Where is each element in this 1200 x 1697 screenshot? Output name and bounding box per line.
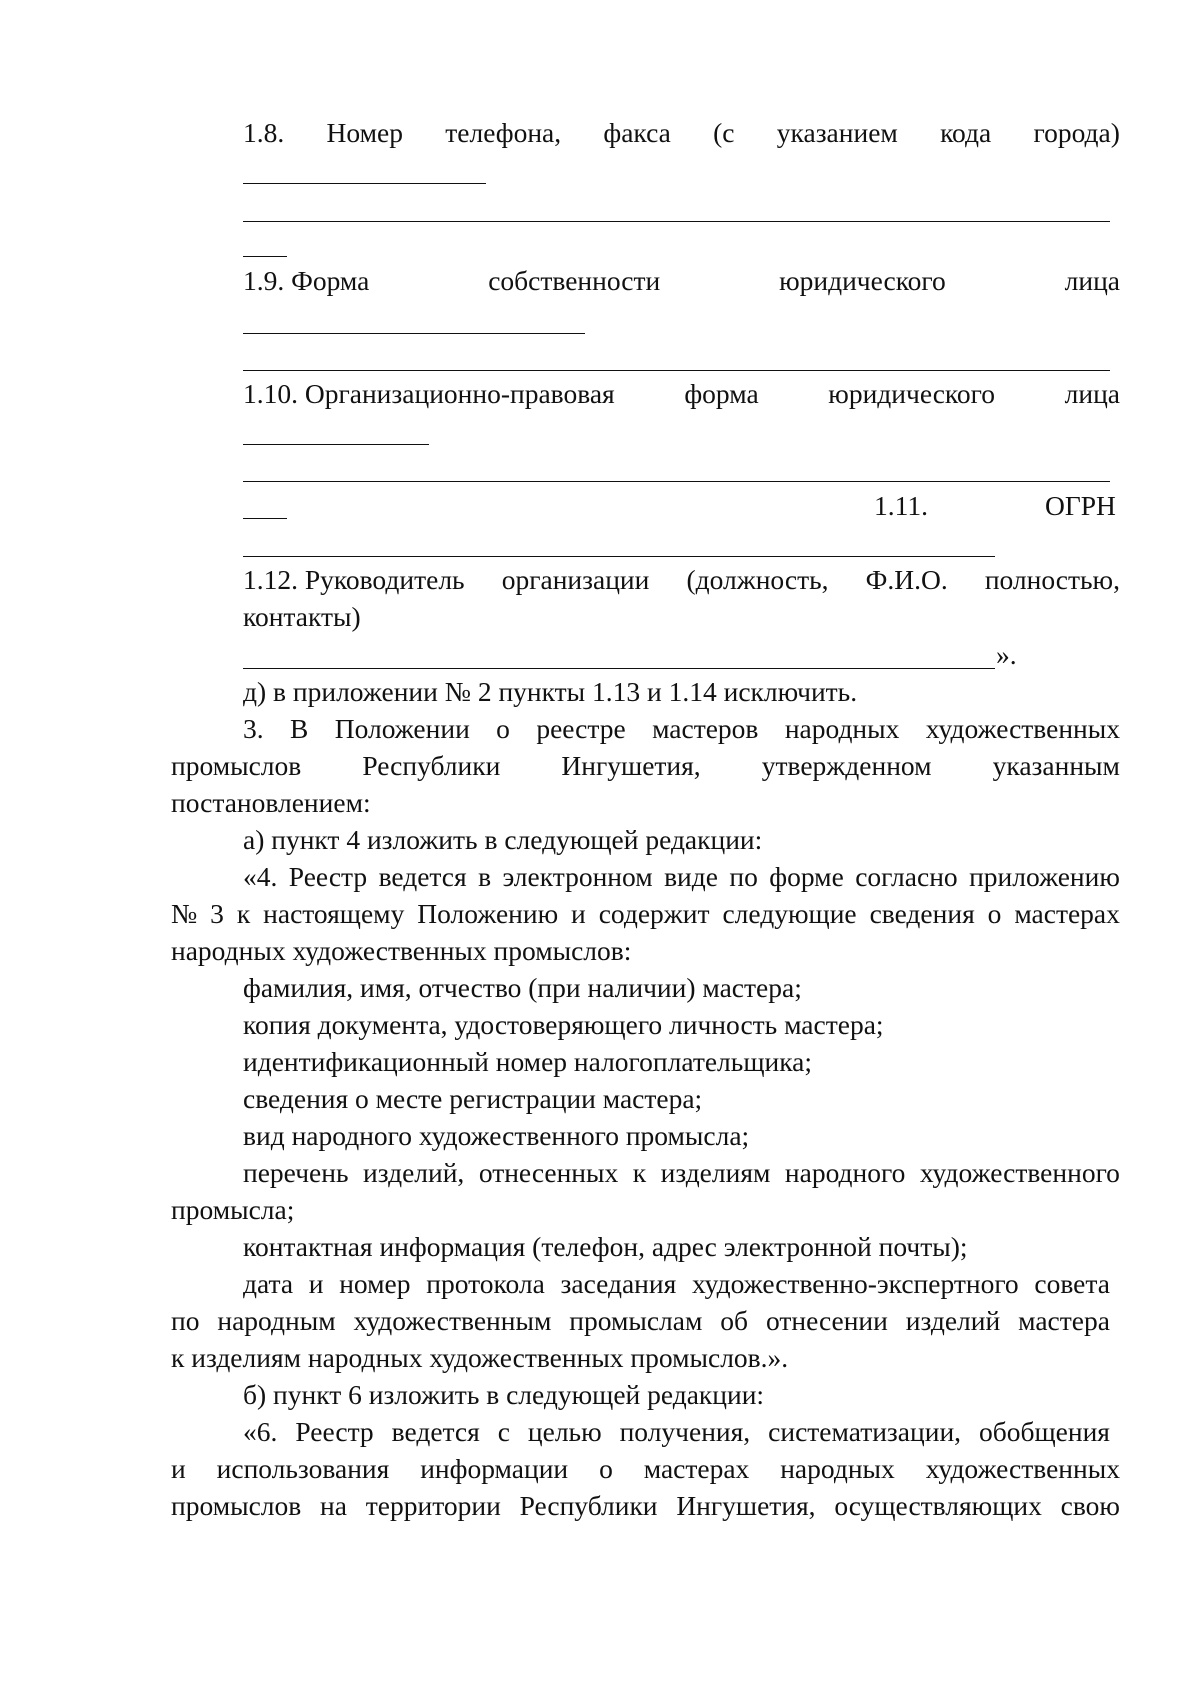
word: лица <box>1064 265 1120 296</box>
word: народным <box>217 1305 336 1336</box>
word: Положению <box>417 898 559 929</box>
word: 1.12. Руководитель <box>243 564 465 595</box>
paragraph-4-line-3: народных художественных промыслов: <box>171 935 632 966</box>
word: собственности <box>488 265 661 296</box>
fill-in-blank-line <box>243 556 995 557</box>
word: виде <box>664 861 718 892</box>
word: изделиям <box>660 1157 771 1188</box>
word: кода <box>940 117 992 148</box>
paragraph-4-line-2 <box>171 897 1120 931</box>
word: народных <box>784 713 900 744</box>
list-item-contacts: контактная информация (телефон, адрес электронной почты); <box>243 1231 968 1262</box>
paragraph-6-line-3 <box>171 1489 1120 1523</box>
word: указанным <box>992 750 1120 781</box>
fill-in-blank-line <box>243 183 486 184</box>
list-item-inn: идентификационный номер налогоплательщика; <box>243 1046 813 1077</box>
word: 1.8. <box>243 117 285 148</box>
word: Ингушетия, <box>561 750 701 781</box>
word: приложению <box>969 861 1120 892</box>
item-1-9-line <box>243 264 1120 298</box>
word: использования <box>216 1453 390 1484</box>
word: о <box>987 898 1002 929</box>
word: художественного <box>919 1157 1120 1188</box>
word: мастеров <box>652 713 759 744</box>
item-1-11-number: 1.11. <box>874 490 928 521</box>
word: Реестр <box>288 861 368 892</box>
word: народного <box>784 1157 906 1188</box>
word: ведется <box>378 861 467 892</box>
word: форма <box>684 378 759 409</box>
word: «4. <box>243 861 278 892</box>
word: факса <box>603 117 671 148</box>
word: народных <box>780 1453 895 1484</box>
paragraph-3-line-3: постановлением: <box>171 787 371 818</box>
item-1-11-label: ОГРН <box>1045 490 1116 521</box>
word: изделий <box>905 1305 1001 1336</box>
word: промыслов <box>171 1490 302 1521</box>
word: мастерах <box>1014 898 1120 929</box>
word: мастерах <box>643 1453 750 1484</box>
word: мастера <box>1018 1305 1110 1336</box>
word: лица <box>1064 378 1120 409</box>
word: и <box>571 898 586 929</box>
word: телефона, <box>445 117 562 148</box>
word: по <box>729 861 758 892</box>
word: настоящему <box>263 898 405 929</box>
paragraph-3-line-1 <box>243 712 1120 746</box>
word: 1.9. Форма <box>243 265 370 296</box>
word: «6. <box>243 1416 278 1447</box>
item-1-8-line <box>243 116 1120 150</box>
word: 3. <box>243 713 264 744</box>
word: получения, <box>619 1416 751 1447</box>
word: № <box>171 898 198 929</box>
word: художественных <box>925 713 1120 744</box>
word: об <box>720 1305 749 1336</box>
word: Республики <box>519 1490 658 1521</box>
fill-in-blank-line <box>243 221 1110 222</box>
word: указанием <box>776 117 898 148</box>
word: организации <box>501 564 650 595</box>
word: осуществляющих <box>834 1490 1042 1521</box>
word: отнесенных <box>478 1157 619 1188</box>
word: целью <box>527 1416 602 1447</box>
word: свою <box>1060 1490 1120 1521</box>
word: перечень <box>243 1157 349 1188</box>
word: утвержденном <box>761 750 932 781</box>
word: полностью, <box>984 564 1120 595</box>
fill-in-blank-line <box>243 444 429 445</box>
fill-in-blank-line <box>243 256 287 257</box>
paragraph-6-line-2 <box>171 1452 1120 1486</box>
word: совета <box>1034 1268 1110 1299</box>
word: изделий, <box>363 1157 465 1188</box>
word: информации <box>420 1453 569 1484</box>
list-item-passport: копия документа, удостоверяющего личность мастера; <box>243 1009 884 1040</box>
word: форме <box>769 861 844 892</box>
word: содержит <box>598 898 710 929</box>
word: ведется <box>391 1416 480 1447</box>
word: Реестр <box>295 1416 374 1447</box>
word: к <box>236 898 251 929</box>
word: согласно <box>855 861 958 892</box>
word: художественно-экспертного <box>691 1268 1019 1299</box>
word: территории <box>365 1490 501 1521</box>
word: 3 <box>210 898 224 929</box>
word: о <box>496 713 510 744</box>
word: на <box>320 1490 347 1521</box>
word: Номер <box>326 117 403 148</box>
list-item-protocol-line-2 <box>171 1304 1110 1338</box>
word: художественным <box>353 1305 552 1336</box>
word: промыслов <box>171 750 302 781</box>
word: Ф.И.О. <box>865 564 948 595</box>
word: В <box>290 713 309 744</box>
closing-quote: ». <box>996 639 1017 670</box>
list-item-fio: фамилия, имя, отчество (при наличии) мастера; <box>243 972 802 1003</box>
word: (должность, <box>686 564 829 595</box>
word: к <box>632 1157 647 1188</box>
fill-in-blank-line <box>243 333 585 334</box>
word: следующие <box>722 898 857 929</box>
fill-in-blank-line <box>243 668 995 669</box>
word: реестре <box>536 713 626 744</box>
word: 1.10. Организационно-правовая <box>243 378 615 409</box>
word: дата <box>243 1268 294 1299</box>
fill-in-blank-line <box>243 370 1110 371</box>
word: промыслам <box>569 1305 703 1336</box>
list-item-registration: сведения о месте регистрации мастера; <box>243 1083 703 1114</box>
word: обобщения <box>979 1416 1110 1447</box>
item-1-10-line <box>243 377 1120 411</box>
fill-in-blank-line <box>243 481 1110 482</box>
word: с <box>497 1416 510 1447</box>
word: протокола <box>426 1268 545 1299</box>
word: юридического <box>779 265 946 296</box>
word: художественных <box>925 1453 1120 1484</box>
list-item-craft-type: вид народного художественного промысла; <box>243 1120 750 1151</box>
word: по <box>171 1305 200 1336</box>
paragraph-a: а) пункт 4 изложить в следующей редакции: <box>243 824 763 855</box>
fill-in-blank-line <box>243 518 287 519</box>
word: Положении <box>334 713 470 744</box>
paragraph-d: д) в приложении № 2 пункты 1.13 и 1.14 исключить. <box>243 676 858 707</box>
paragraph-3-line-2 <box>171 749 1120 783</box>
word: в <box>478 861 492 892</box>
paragraph-4-line-1 <box>243 860 1120 894</box>
word: и <box>308 1268 324 1299</box>
word: систематизации, <box>768 1416 962 1447</box>
paragraph-6-line-1 <box>243 1415 1110 1449</box>
list-item-products-line-1 <box>243 1156 1120 1190</box>
word: Ингушетия, <box>676 1490 816 1521</box>
word: о <box>599 1453 613 1484</box>
word: отнесении <box>765 1305 888 1336</box>
word: электронном <box>502 861 653 892</box>
item-1-12-line <box>243 563 1120 597</box>
list-item-protocol-line-1 <box>243 1267 1110 1301</box>
word: заседания <box>560 1268 677 1299</box>
item-1-12-line-2: контакты) <box>243 601 361 632</box>
list-item-products-line-2: промысла; <box>171 1194 295 1225</box>
list-item-protocol-line-3: к изделиям народных художественных промыслов.». <box>171 1342 789 1373</box>
word: сведения <box>869 898 975 929</box>
word: города) <box>1033 117 1120 148</box>
word: номер <box>339 1268 411 1299</box>
word: и <box>171 1453 186 1484</box>
word: юридического <box>828 378 995 409</box>
word: Республики <box>362 750 501 781</box>
paragraph-b: б) пункт 6 изложить в следующей редакции: <box>243 1379 765 1410</box>
word: (с <box>713 117 735 148</box>
